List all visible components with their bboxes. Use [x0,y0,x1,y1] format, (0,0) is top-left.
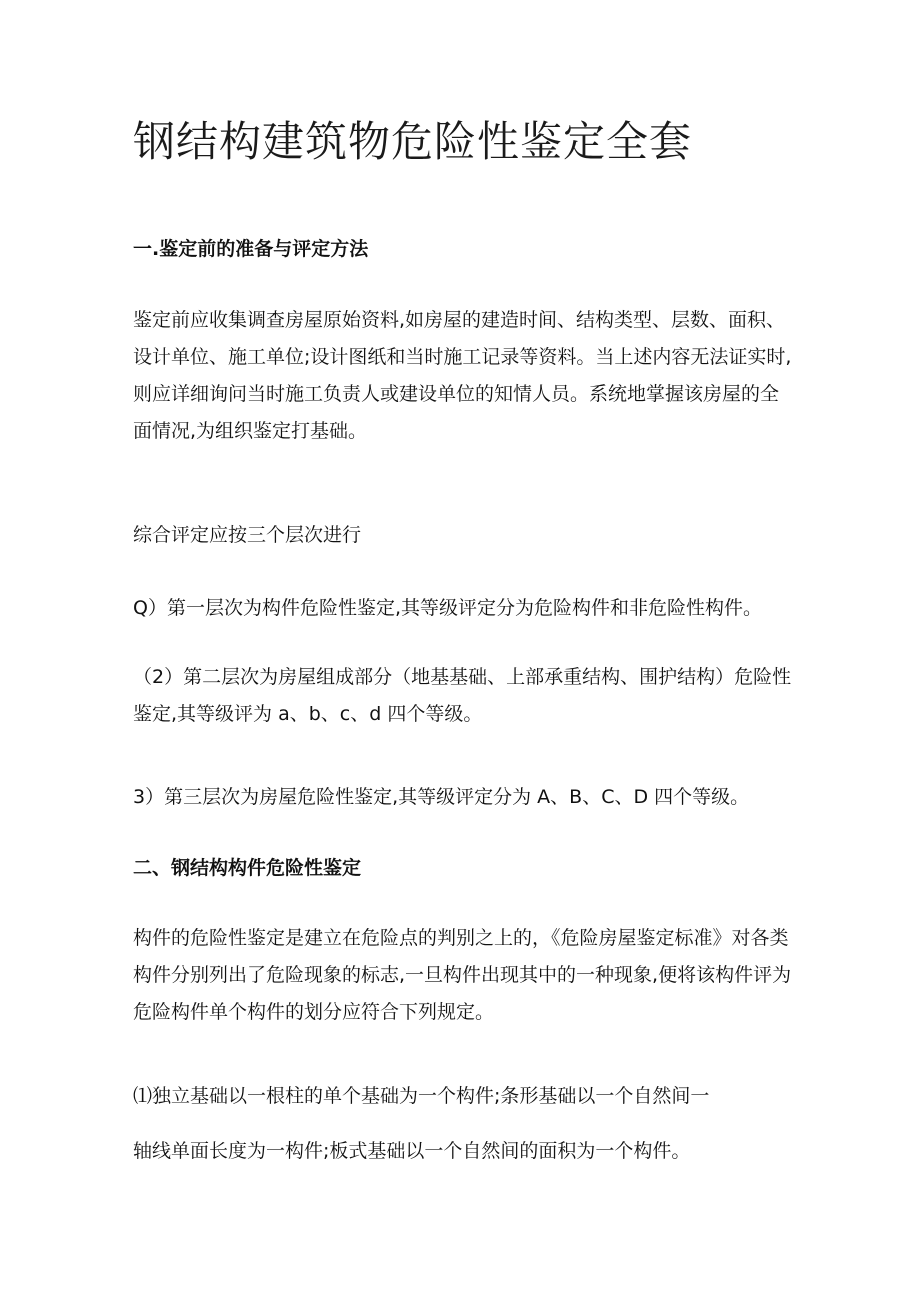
section1-paragraph2: 综合评定应按三个层次进行 [133,524,362,546]
section2-paragraph1: 构件的危险性鉴定是建立在危险点的判别之上的，《危险房屋鉴定标准》对各类构件分别列出了危险现象的标志,一旦构件出现其中的一种现象,便将该构件评为危险构件单个构件的划分应符合下列规定。 [133,927,792,1023]
section2-heading: 二、钢结构构件危险性鉴定 [133,857,362,879]
section2-item1-line1: ⑴独立基础以一根柱的单个基础为一个构件;条形基础以一个自然间一 [133,1085,710,1107]
section1-item1: Q）第一层次为构件危险性鉴定,其等级评定分为危险构件和非危险性构件。 [133,597,762,619]
section1-item3: 3）第三层次为房屋危险性鉴定,其等级评定分为 A、B、C、D 四个等级。 [133,786,750,808]
section1-item2: （2）第二层次为房屋组成部分（地基基础、上部承重结构、围护结构）危险性鉴定,其等级评为 a、b、c、d 四个等级。 [133,666,792,725]
section1-heading: 一.鉴定前的准备与评定方法 [133,238,369,260]
section1-paragraph1: 鉴定前应收集调查房屋原始资料,如房屋的建造时间、结构类型、层数、面积、设计单位、施工单位;设计图纸和当时施工记录等资料。当上述内容无法证实时,则应详细询问当时施工负责人或建设单位的知情人员。系统地掌握该房屋的全面情况,为组织鉴定打基础。 [133,309,792,442]
document-title: 钢结构建筑物危险性鉴定全套 [133,117,693,166]
section2-item1-line2: 轴线单面长度为一构件;板式基础以一个自然间的面积为一个构件。 [133,1140,691,1162]
